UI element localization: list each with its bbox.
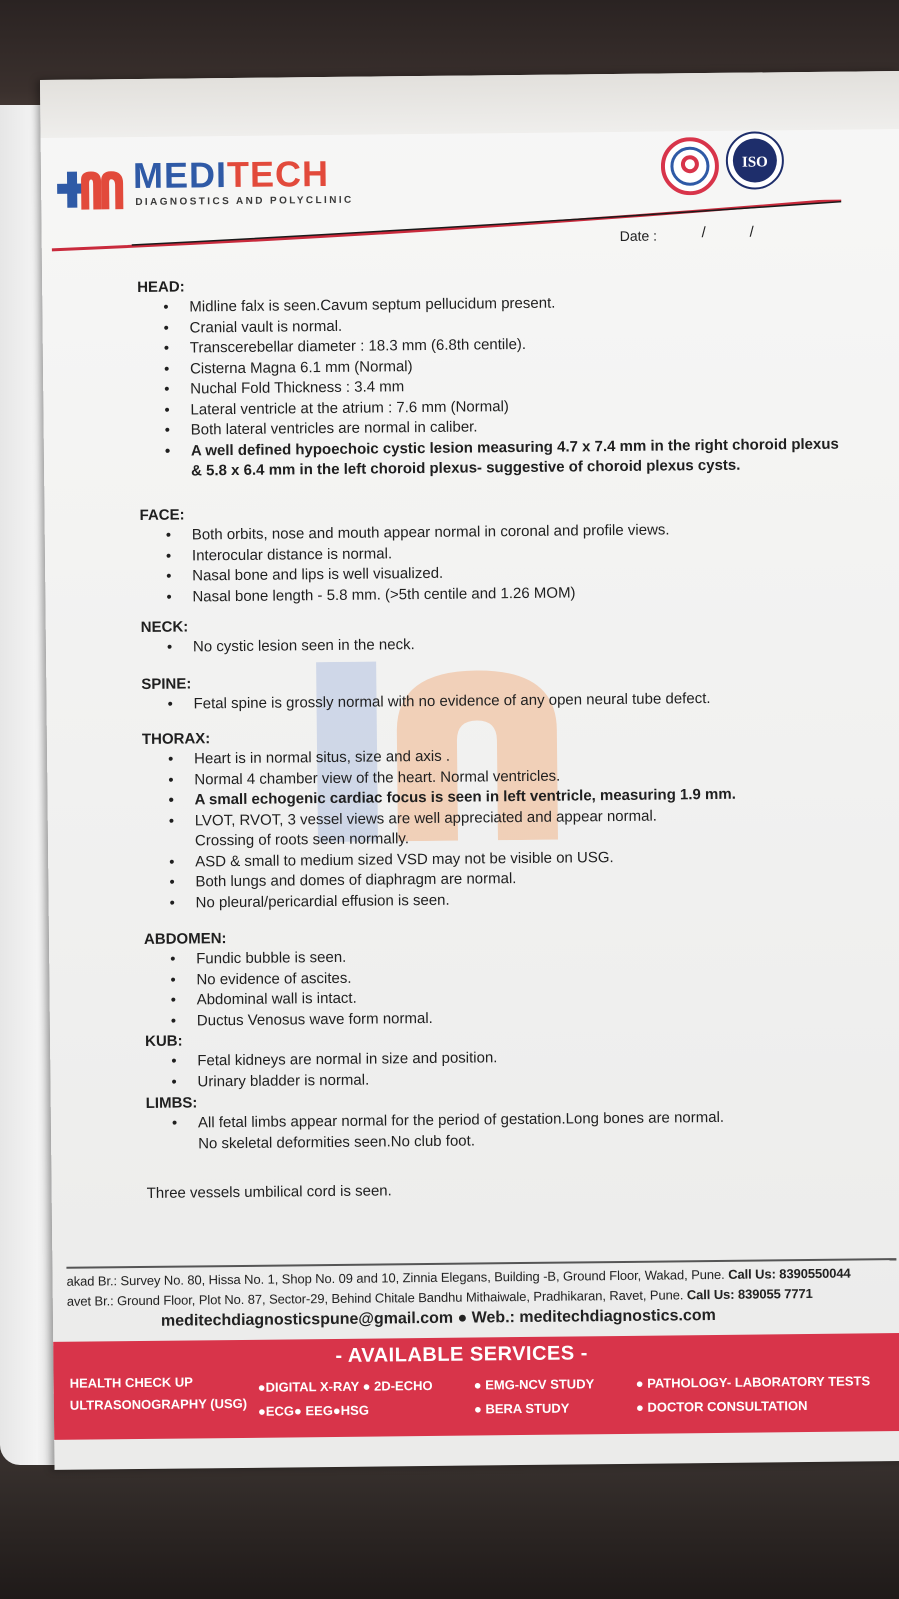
iso-label: ISO [741, 154, 768, 171]
accreditation-seal-icon [661, 137, 720, 196]
report-body [137, 272, 839, 1202]
section-heading: LIMBS: [145, 1094, 198, 1112]
finding-item: • All fetal limbs appear normal for the period of gestation.Long bones are normal. No skeletal deformities seen.No club foot. [198, 1108, 738, 1155]
finding-item: • Heart is in normal situs, size and axis . [194, 744, 736, 770]
report-sheet [40, 71, 899, 1470]
brand-name [133, 153, 329, 197]
section-head [137, 272, 839, 483]
finding-item: • Both lungs and domes of diaphragm are normal. [195, 867, 737, 893]
service-usg: ULTRASONOGRAPHY (USG) [69, 1395, 248, 1413]
finding-item: • Ductus Venosus wave form normal. [197, 1008, 433, 1031]
finding-item: • Fundic bubble is seen. [196, 947, 432, 970]
finding-item: • Midline falx is seen.Cavum septum pellucidum present. [189, 291, 837, 318]
finding-item: • Normal 4 chamber view of the heart. Normal ventricles. [194, 764, 736, 790]
finding-item: • Fetal spine is grossly normal with no evidence of any open neural tube defect. [193, 689, 710, 715]
findings-list [141, 635, 415, 658]
finding-item: • Both lateral ventricles are normal in caliber. [191, 414, 839, 441]
brand-name-part1: MEDI [132, 154, 228, 197]
section-abdomen [144, 928, 433, 1032]
section-limbs [146, 1089, 739, 1155]
brand-tagline: DIAGNOSTICS AND POLYCLINIC [135, 194, 354, 209]
brand-name-part2: TECH [226, 152, 330, 196]
email-link[interactable]: meditechdiagnosticspune@gmail.com [160, 1309, 454, 1330]
finding-item: • Cranial vault is normal. [189, 311, 837, 338]
address-ravet-text: avet Br.: Ground Floor, Plot No. 87, Sector-29, Behind Chitale Bandhu Mithaiwale, Pradhikaran, Ravet, Pune. [66, 1287, 684, 1309]
section-face [139, 501, 670, 608]
findings-list [145, 1048, 498, 1093]
iso-seal-icon [725, 130, 786, 191]
date-separator-1: / [701, 224, 706, 242]
date-separator-2: / [749, 223, 754, 241]
finding-item: • Nuchal Fold Thickness : 3.4 mm [190, 373, 838, 400]
section-heading: NECK: [140, 618, 189, 636]
call-ravet: Call Us: 839055 7771 [686, 1285, 813, 1303]
conclusion-text: Three vessels umbilical cord is seen. [146, 1182, 392, 1202]
service-health-checkup: HEALTH CHECK UP [69, 1374, 193, 1391]
section-heading: KUB: [144, 1032, 183, 1050]
address-wakad [67, 1266, 851, 1289]
section-heading: ABDOMEN: [143, 930, 227, 948]
findings-list [144, 947, 433, 1032]
section-neck [141, 616, 415, 658]
call-wakad: Call Us: 8390550044 [728, 1265, 851, 1282]
findings-list [137, 291, 839, 483]
finding-item-highlight: • A well defined hypoechoic cystic lesion measuring 4.7 x 7.4 mm in the right choroid plexus & 5.8 x 6.4 mm in the left choroid plexus- suggestive of choroid plexus cysts. [191, 434, 839, 482]
service-xray-echo: ●DIGITAL X-RAY ● 2D-ECHO [257, 1377, 433, 1395]
header-divider [51, 200, 841, 252]
findings-list [141, 689, 710, 715]
finding-item: • Urinary bladder is normal. [197, 1069, 497, 1093]
website-link[interactable]: ● Web.: meditechdiagnostics.com [457, 1306, 716, 1327]
finding-item: • Transcerebellar diameter : 18.3 mm (6.8th centile). [190, 332, 838, 359]
finding-item: • LVOT, RVOT, 3 vessel views are well appreciated and appear normal. Crossing of roots seen normally. [195, 806, 695, 852]
finding-item: • Both orbits, nose and mouth appear normal in coronal and profile views. [192, 520, 670, 546]
findings-list [146, 1108, 738, 1155]
section-heading: SPINE: [141, 675, 192, 693]
finding-item: • No pleural/pericardial effusion is seen. [196, 887, 738, 913]
service-doctor-consultation: ● DOCTOR CONSULTATION [635, 1398, 808, 1415]
finding-item: • Nasal bone and lips is well visualized. [192, 561, 670, 587]
finding-item: • Nasal bone length - 5.8 mm. (>5th centile and 1.26 MOM) [192, 582, 670, 608]
finding-item: • ASD & small to medium sized VSD may not be visible on USG. [195, 846, 737, 872]
finding-item: • Lateral ventricle at the atrium : 7.6 mm (Normal) [190, 393, 838, 420]
service-bera: ● BERA STUDY [473, 1400, 570, 1417]
date-label: Date : [619, 227, 658, 244]
binding-strip [40, 71, 899, 138]
service-ecg-eeg-hsg: ●ECG● EEG●HSG [257, 1402, 369, 1419]
finding-item: • Fetal kidneys are normal in size and position. [197, 1048, 497, 1072]
finding-item: • No cystic lesion seen in the neck. [193, 635, 415, 658]
services-title: - AVAILABLE SERVICES - [335, 1342, 588, 1367]
finding-item-highlight: • A small echogenic cardiac focus is seen in left ventricle, measuring 1.9 mm. [194, 785, 736, 811]
address-wakad-text: akad Br.: Survey No. 80, Hissa No. 1, Shop No. 09 and 10, Zinnia Elegans, Building -B, Ground Floor, Wakad, Pune. [66, 1266, 725, 1289]
finding-item: • Interocular distance is normal. [192, 541, 670, 567]
section-thorax [142, 725, 737, 914]
service-emg-ncv: ● EMG-NCV STUDY [473, 1376, 595, 1393]
contact-line [161, 1307, 716, 1331]
section-kub [145, 1029, 498, 1093]
finding-item: • Abdominal wall is intact. [197, 988, 433, 1011]
service-pathology: ● PATHOLOGY- LABORATORY TESTS [635, 1373, 871, 1391]
findings-list [142, 744, 737, 914]
section-heading: THORAX: [141, 730, 211, 748]
findings-list [140, 520, 671, 608]
address-ravet [67, 1286, 813, 1309]
finding-item: • No evidence of ascites. [196, 967, 432, 990]
section-heading: FACE: [139, 506, 185, 524]
section-heading: HEAD: [137, 278, 185, 296]
section-spine [141, 670, 710, 715]
finding-item: • Cisterna Magna 6.1 mm (Normal) [190, 352, 838, 379]
